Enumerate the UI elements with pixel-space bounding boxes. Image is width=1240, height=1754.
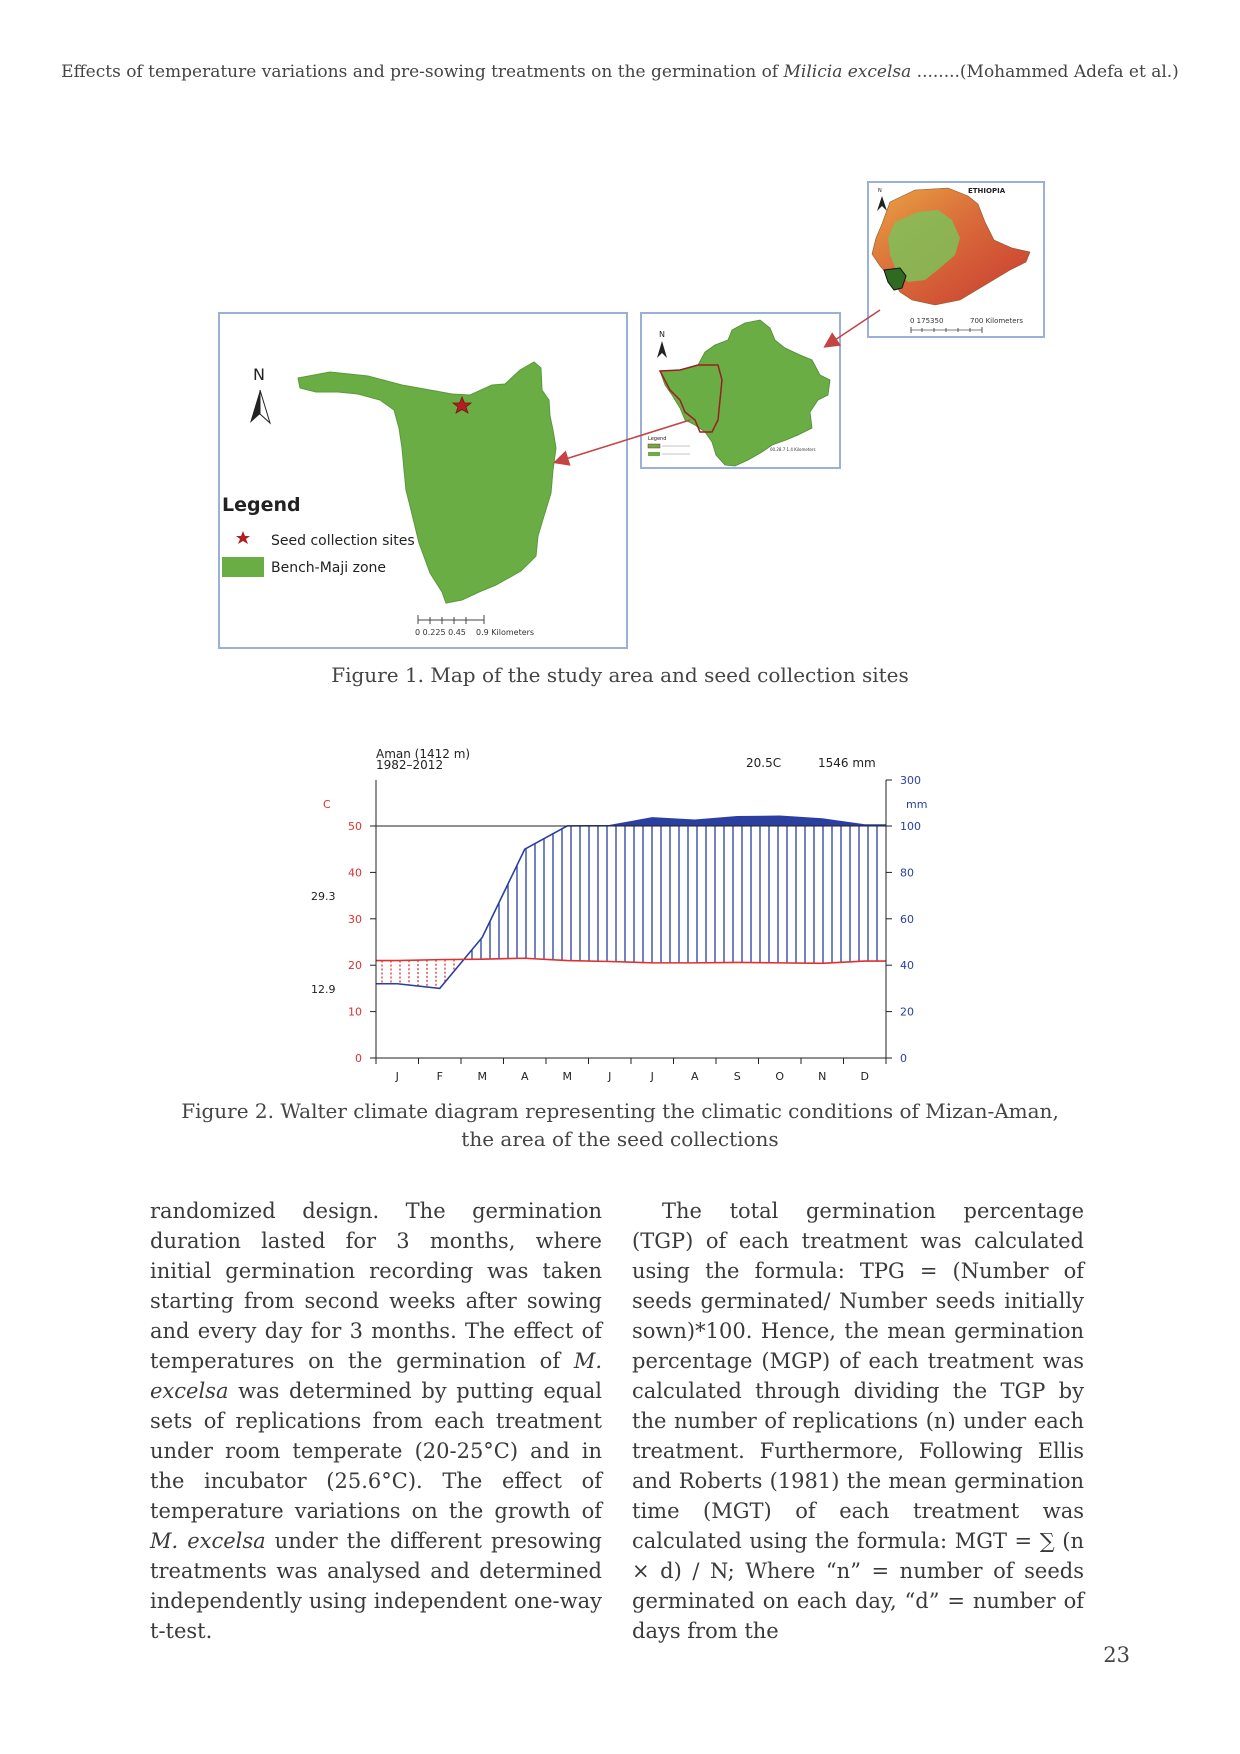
species-name: M. excelsa: [150, 1349, 602, 1403]
body-left-column: [150, 1196, 602, 1646]
right-tick-label: 80: [900, 866, 914, 880]
figure1-caption: Figure 1. Map of the study area and seed collection sites: [331, 663, 909, 687]
left-tick-label: 30: [348, 912, 362, 926]
ethiopia-title: ETHIOPIA: [968, 187, 1006, 195]
month-label: S: [733, 1070, 741, 1083]
month-label: N: [818, 1070, 827, 1083]
svg-text:0 175350: 0 175350: [910, 317, 944, 325]
month-label: J: [395, 1070, 399, 1083]
month-label: M: [562, 1070, 572, 1083]
chart-title: Aman (1412 m): [376, 747, 471, 761]
region-legend-title: Legend: [648, 436, 667, 442]
left-tick-label: 20: [348, 959, 362, 973]
svg-text:0.9 Kilometers: 0.9 Kilometers: [476, 628, 535, 637]
max-temperature-label: 29.3: [311, 890, 336, 903]
month-label: M: [477, 1070, 487, 1083]
left-tick-label: 0: [355, 1052, 362, 1065]
svg-text:N: N: [878, 188, 882, 194]
temperature-line: [376, 958, 886, 963]
text-segment: was determined by putting equal sets of replications from each treatment under room temperate (20-25°C) and in the incubator (25.6°C). The effect of temperature variations on the growth of: [150, 1379, 602, 1523]
page-number: 23: [1103, 1643, 1130, 1667]
mean-temperature-label: 20.5C: [746, 756, 782, 770]
left-tick-label: 40: [348, 866, 362, 880]
left-tick-label: 50: [348, 820, 362, 833]
right-tick-label: 100: [900, 820, 921, 833]
month-label: A: [690, 1070, 699, 1083]
legend-item-seed-sites: Seed collection sites: [271, 533, 415, 549]
right-tick-label: 0: [900, 1052, 907, 1065]
svg-text:N: N: [253, 365, 265, 384]
text-segment: randomized design. The germination duration lasted for 3 months, where initial germination recording was taken starting from second weeks after sowing and every day for 3 months. The effect of temperatures on the germination of: [150, 1199, 602, 1373]
legend-item-bench-maji: Bench-Maji zone: [271, 560, 387, 576]
figure2-caption-line2: the area of the seed collections: [461, 1127, 779, 1151]
month-label: J: [608, 1070, 612, 1083]
svg-text:0 0.225 0.45: 0 0.225 0.45: [415, 628, 466, 637]
month-label: O: [775, 1070, 785, 1083]
right-tick-label: 300: [900, 774, 921, 787]
min-temperature-label: 12.9: [311, 983, 336, 996]
month-label: F: [436, 1070, 443, 1083]
running-head-species: Milicia excelsa: [783, 62, 912, 82]
right-tick-label: 60: [900, 912, 914, 926]
left-column-paragraph: [150, 1196, 602, 1646]
main-map-legend-title: Legend: [222, 494, 301, 516]
month-label: J: [650, 1070, 654, 1083]
svg-text:N: N: [659, 330, 665, 339]
month-label: D: [860, 1070, 869, 1083]
left-tick-label: 10: [348, 1005, 362, 1019]
chart-subtitle: 1982–2012: [376, 758, 444, 772]
month-label: A: [520, 1070, 529, 1083]
annual-precipitation-label: 1546 mm: [818, 756, 876, 770]
right-tick-label: 20: [900, 1005, 914, 1019]
left-axis-label: C: [323, 798, 331, 811]
running-head-prefix: Effects of temperature variations and pre-sowing treatments on the germination of: [61, 62, 784, 82]
figure2-caption-line1: Figure 2. Walter climate diagram representing the climatic conditions of Mizan-Aman,: [181, 1099, 1059, 1123]
right-axis-label: mm: [906, 798, 928, 811]
svg-text:700 Kilometers: 700 Kilometers: [970, 317, 1024, 325]
body-right-column: [632, 1196, 1084, 1646]
right-column-paragraph: The total germination percentage (TGP) of each treatment was calculated using the formula: TPG = (Number of seeds germinated/ Number seeds initially sown)*100. Hence, the mean germination percentage (MGP) of each treatment was calculated through dividing the TGP by the number of replications (n) under each treatment. Furthermore, Following Ellis and Roberts (1981) the mean germination time (MGT) of each treatment was calculated using the formula: MGT = ∑ (n × d) / N; Where “n” = number of seeds germinated on each day, “d” = number of days from the: [632, 1199, 1084, 1643]
running-head-suffix: ........(Mohammed Adefa et al.): [911, 62, 1179, 82]
species-name: M. excelsa: [150, 1529, 266, 1553]
right-tick-label: 40: [900, 959, 914, 973]
region-scale: 00.28.7 1.4 Kilometers: [770, 447, 816, 452]
text-segment: under the different presowing treatments was analysed and determined independently using independent one-way t-test.: [150, 1529, 602, 1643]
